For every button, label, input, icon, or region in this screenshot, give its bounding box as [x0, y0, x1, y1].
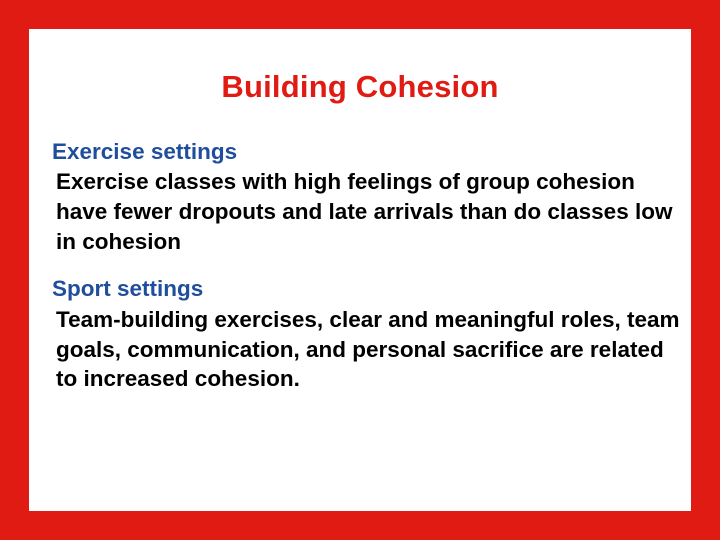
block-heading-sport-settings: Sport settings — [52, 276, 204, 302]
block-paragraph-sport-settings: Team-building exercises, clear and meaningful roles, team goals, communication, and personal sacrifice are related to increased cohesion. — [56, 306, 680, 392]
page-title: Building Cohesion — [221, 69, 499, 104]
block-divider-spacer — [52, 257, 681, 275]
content-block-sport-settings — [52, 275, 681, 394]
content-block-exercise-settings — [52, 138, 681, 257]
block-paragraph-exercise-settings: Exercise classes with high feelings of group cohesion have fewer dropouts and late arrivals than do classes low in cohesion — [56, 169, 673, 255]
slide-body — [29, 138, 691, 394]
slide-canvas — [29, 29, 691, 511]
block-heading-exercise-settings: Exercise settings — [52, 139, 238, 164]
